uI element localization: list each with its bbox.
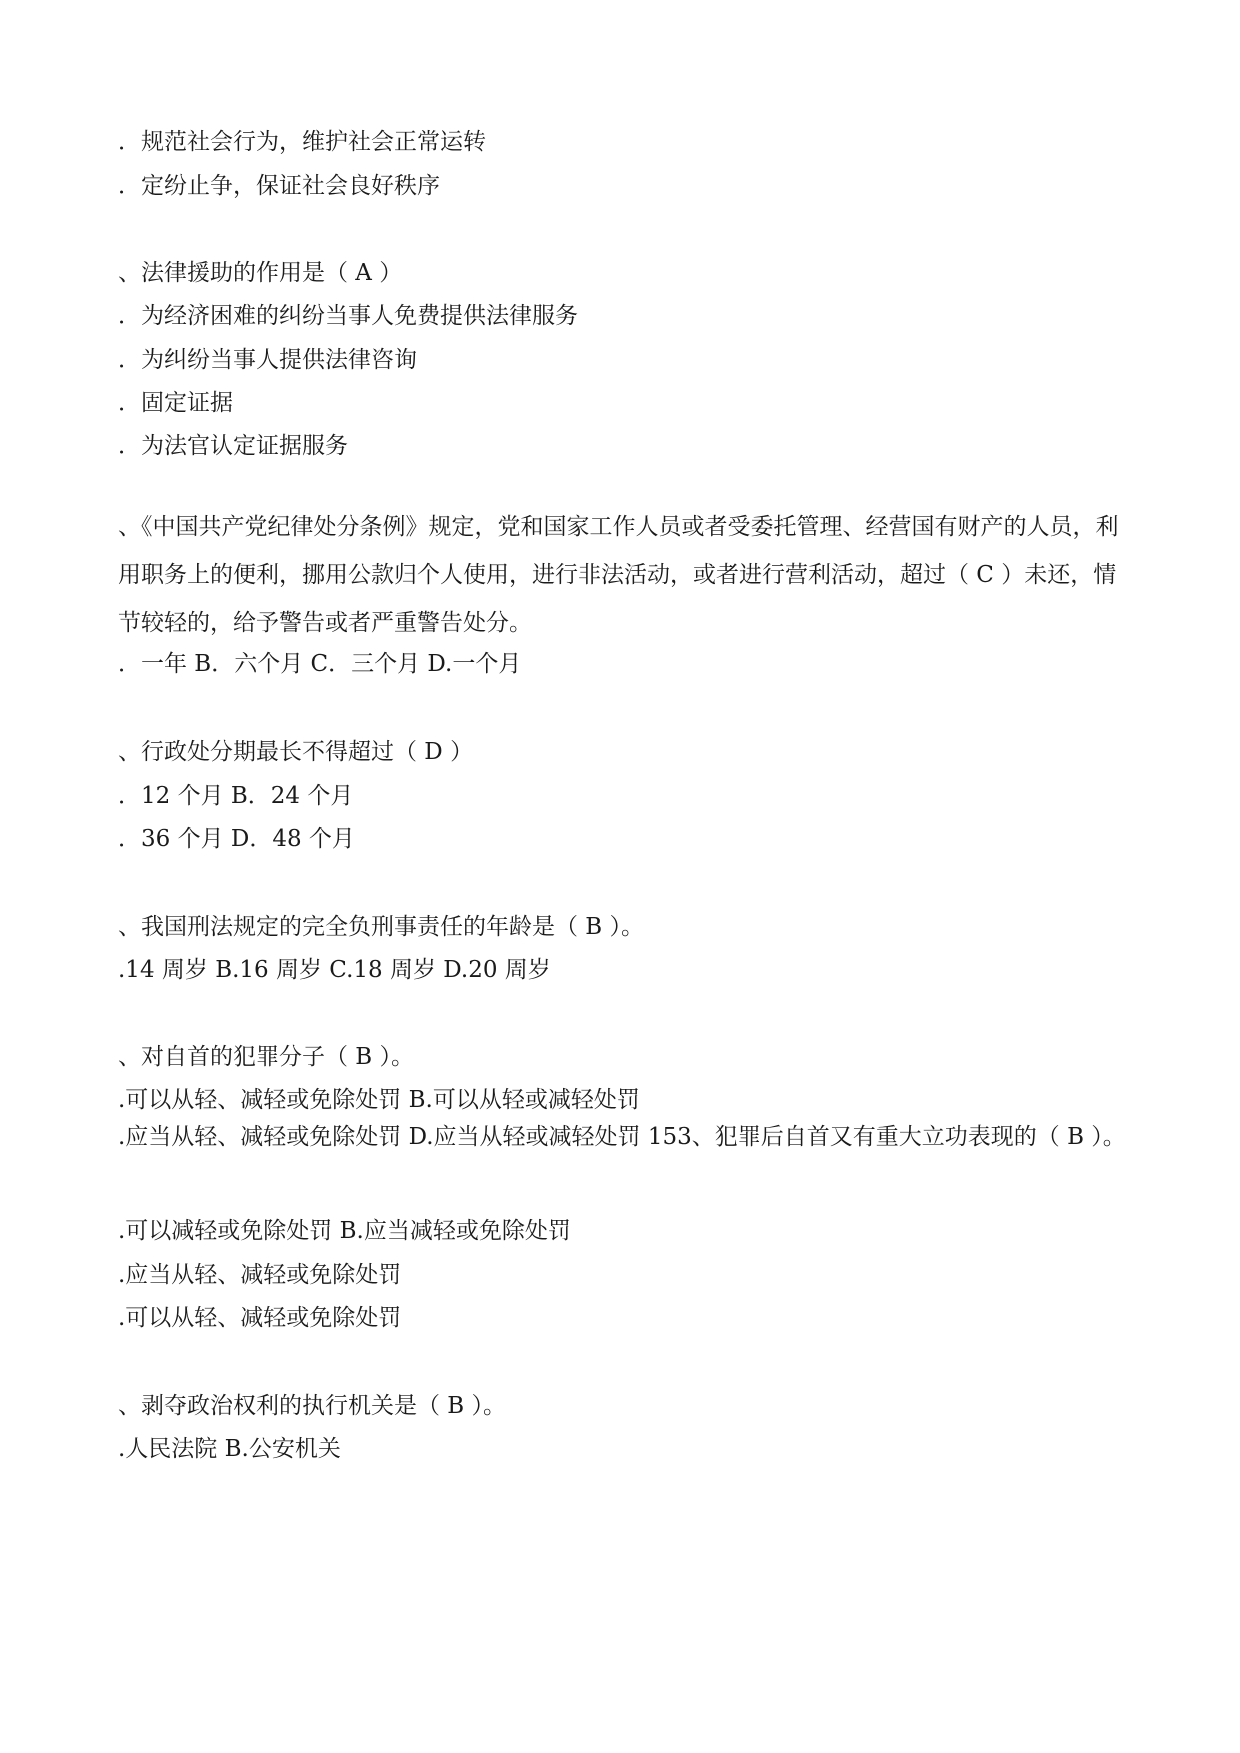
question-line: 、剥夺政治权利的执行机关是（ B ）。: [118, 1393, 507, 1419]
question-line: 、我国刑法规定的完全负刑事责任的年龄是（ B ）。: [118, 914, 645, 940]
option-line: ．12 个月 B．24 个月: [118, 783, 354, 809]
question-line: 、行政处分期最长不得超过（ D ）: [118, 739, 474, 765]
question-line: 、法律援助的作用是（ A ）: [118, 260, 403, 286]
option-line: ．为纠纷当事人提供法律咨询: [118, 347, 417, 373]
option-line: ．一年 B．六个月 C．三个月 D.一个月: [118, 651, 522, 677]
option-line: .可以减轻或免除处罚 B.应当减轻或免除处罚: [118, 1218, 571, 1244]
question-line: 、对自首的犯罪分子（ B ）。: [118, 1044, 415, 1070]
question-line: .应当从轻、减轻或免除处罚 D.应当从轻或减轻处罚 153、犯罪后自首又有重大立功表现的（ B ）。: [118, 1124, 1126, 1150]
option-line: .可以从轻、减轻或免除处罚: [118, 1305, 402, 1331]
option-line: .应当从轻、减轻或免除处罚: [118, 1262, 402, 1288]
question-line: 、《中国共产党纪律处分条例》规定，党和国家工作人员或者受委托管理、经营国有财产的人员，利用职务上的便利，挪用公款归个人使用，进行非法活动，或者进行营利活动，超过（ C ）未还，情节较轻的，给予警告或者严重警告处分。: [118, 514, 1119, 636]
option-line: ．固定证据: [118, 390, 233, 416]
option-line: .人民法院 B.公安机关: [118, 1436, 341, 1462]
option-line: ．为法官认定证据服务: [118, 433, 348, 459]
option-line: .可以从轻、减轻或免除处罚 B.可以从轻或减轻处罚: [118, 1087, 640, 1113]
option-line: .14 周岁 B.16 周岁 C.18 周岁 D.20 周岁: [118, 957, 551, 983]
option-line: ．36 个月 D．48 个月: [118, 826, 355, 852]
option-line: ．定纷止争，保证社会良好秩序: [118, 173, 440, 199]
option-line: ．规范社会行为，维护社会正常运转: [118, 129, 486, 155]
option-line: ．为经济困难的纠纷当事人免费提供法律服务: [118, 303, 578, 329]
